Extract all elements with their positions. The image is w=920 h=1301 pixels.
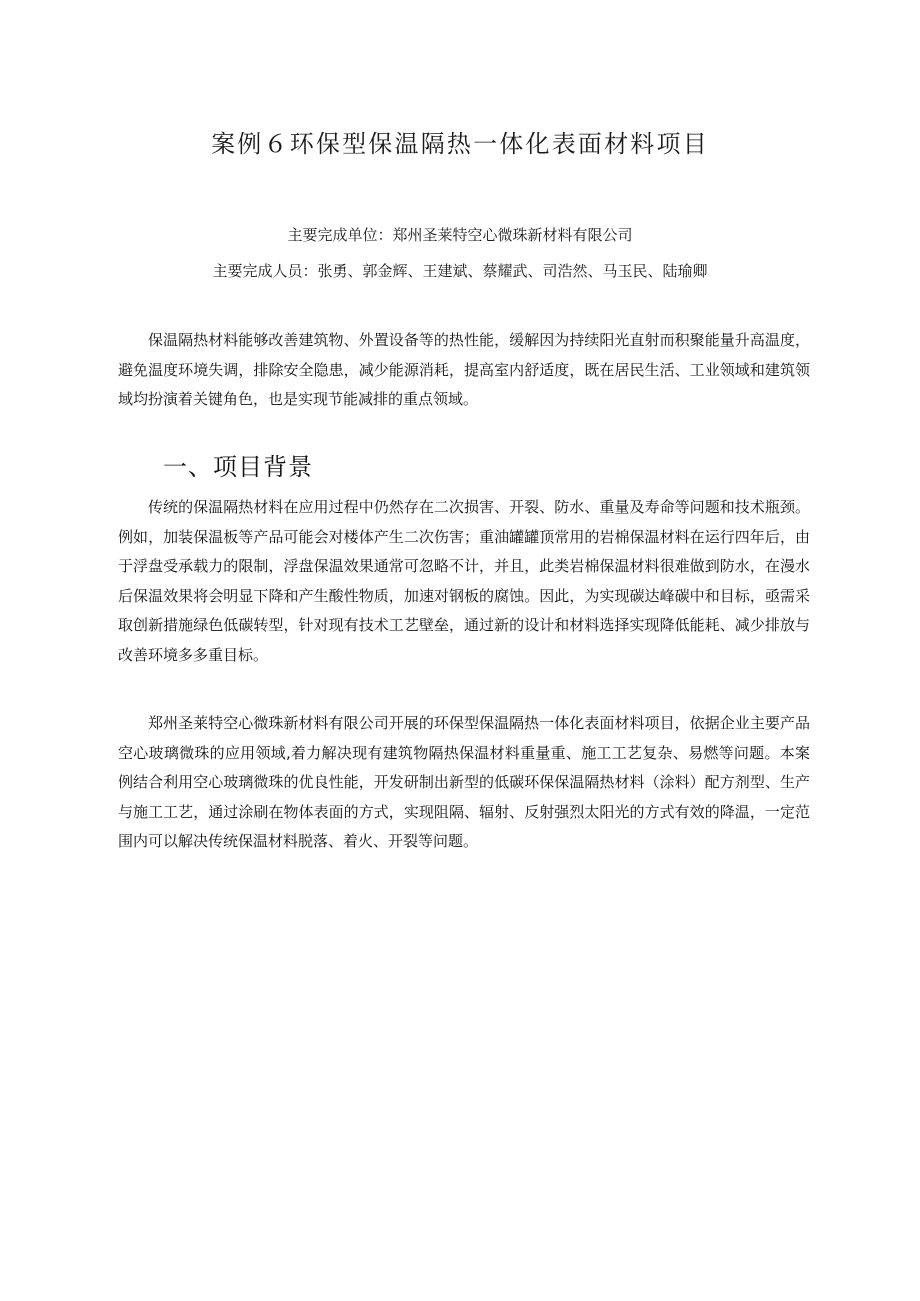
completion-people-line: 主要完成人员：张勇、郭金辉、王建斌、蔡耀武、司浩然、马玉民、陆瑜卿 bbox=[212, 262, 708, 280]
completion-unit-line: 主要完成单位：郑州圣莱特空心微珠新材料有限公司 bbox=[287, 226, 633, 244]
document-title: 案例６环保型保温隔热一体化表面材料项目 bbox=[211, 130, 709, 158]
background-paragraph-1: 传统的保温隔热材料在应用过程中仍然存在二次损害、开裂、防水、重量及寿命等问题和技术瓶颈。例如，加装保温板等产品可能会对楼体产生二次伤害；重油罐罐顶常用的岩棉保温材料在运行四年后，由于浮盘受承载力的限制，浮盘保温效果通常可忽略不计，并且，此类岩棉保温材料很难做到防水，在漫水后保温效果将会明显下降和产生酸性物质，加速对钢板的腐蚀。因此，为实现碳达峰碳中和目标，亟需采取创新措施绿色低碳转型，针对现有技术工艺壁垒，通过新的设计和材料选择实现降低能耗、减少排放与改善环境多多重目标。 bbox=[118, 498, 810, 664]
section-heading-background: 一、项目背景 bbox=[163, 453, 313, 481]
intro-paragraph: 保温隔热材料能够改善建筑物、外置设备等的热性能，缓解因为持续阳光直射而积聚能量升高温度，避免温度环境失调，排除安全隐患，减少能源消耗，提高室内舒适度，既在居民生活、工业领域和建筑领域均扮演着关键角色，也是实现节能减排的重点领域。 bbox=[118, 331, 810, 408]
background-paragraph-2: 郑州圣莱特空心微珠新材料有限公司开展的环保型保温隔热一体化表面材料项目，依据企业主要产品空心玻璃微珠的应用领域,着力解决现有建筑物隔热保温材料重量重、施工工艺复杂、易燃等问题。本案例结合利用空心玻璃微珠的优良性能，开发研制出新型的低碳环保保温隔热材料（涂料）配方剂型、生产与施工工艺，通过涂刷在物体表面的方式，实现阻隔、辐射、反射强烈太阳光的方式有效的降温，一定范围内可以解决传统保温材料脱落、着火、开裂等问题。 bbox=[118, 714, 810, 850]
